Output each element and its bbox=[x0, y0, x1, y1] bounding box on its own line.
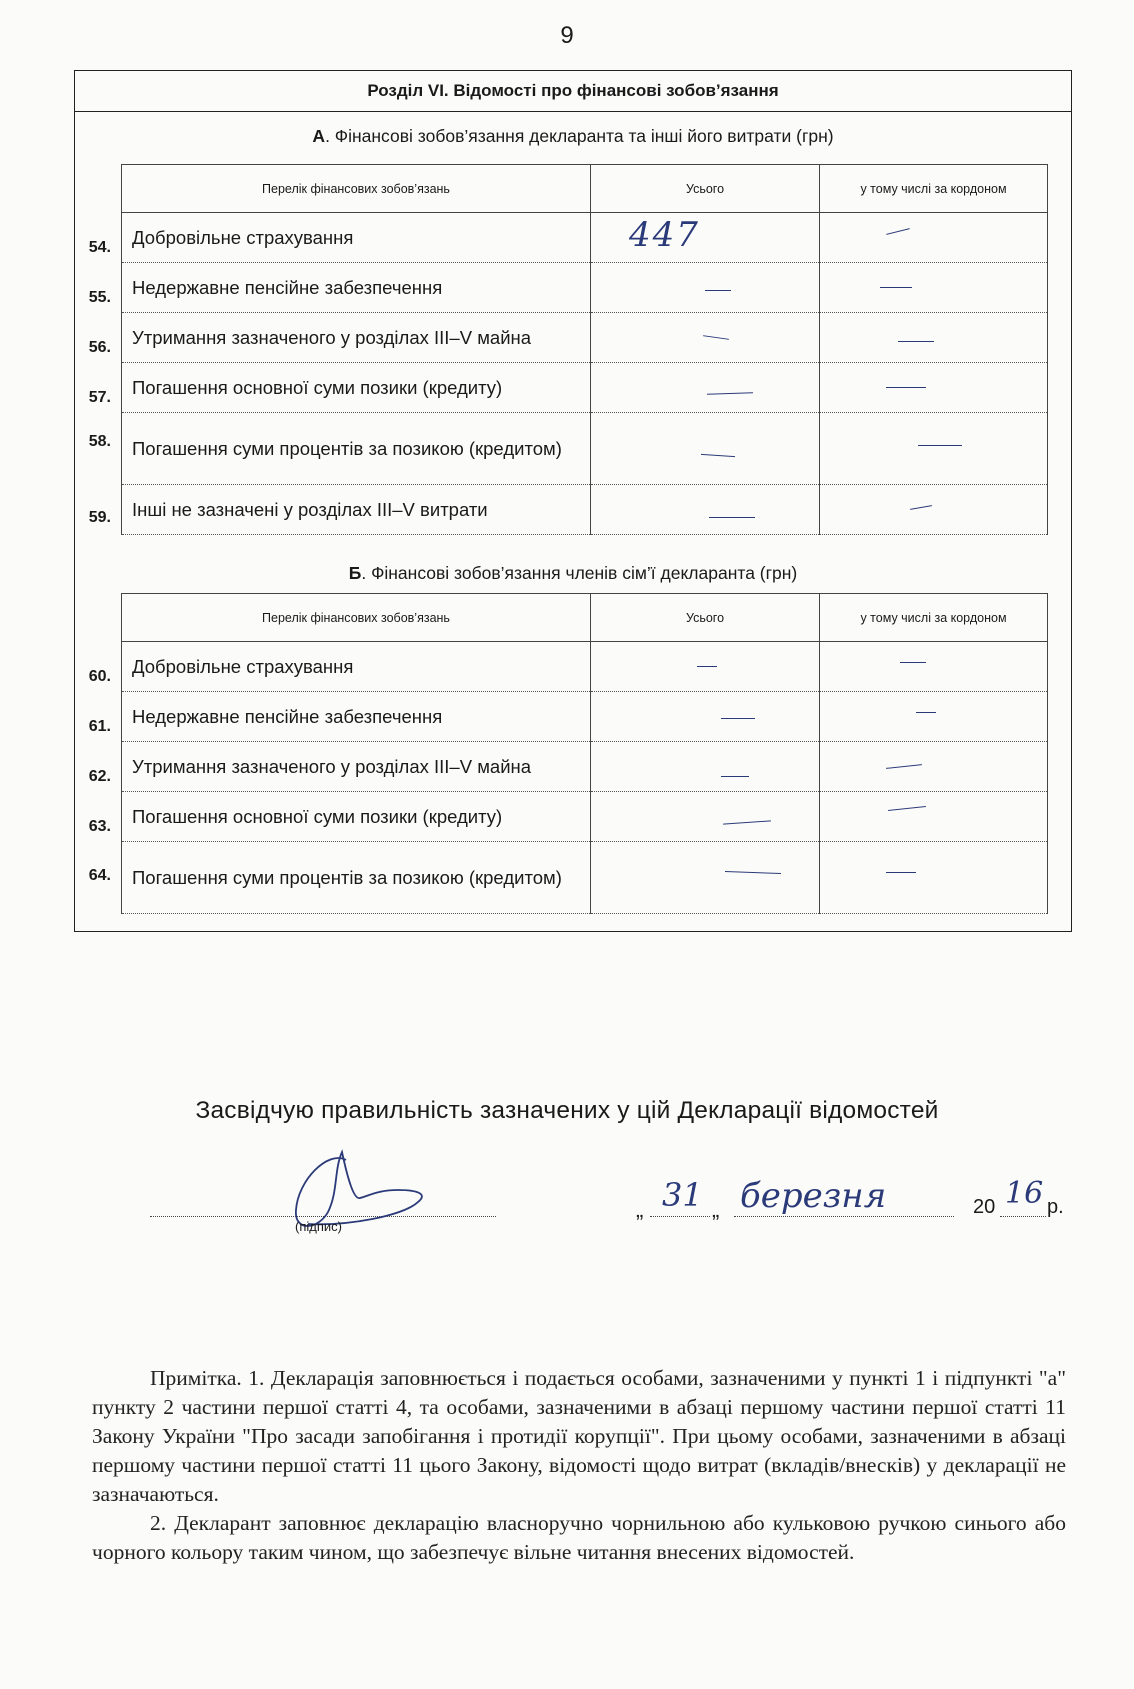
date-month-line bbox=[734, 1216, 954, 1217]
year-suffix: 16 bbox=[1005, 1176, 1044, 1211]
part-b-table bbox=[121, 593, 1048, 914]
header-abroad: у тому числі за кордоном bbox=[820, 165, 1048, 213]
date-month: березня bbox=[740, 1176, 887, 1216]
row-abroad-value bbox=[820, 742, 1048, 792]
header-list: Перелік фінансових зобов’язань bbox=[122, 594, 591, 642]
table-row bbox=[122, 692, 1048, 742]
date-day-line bbox=[650, 1216, 710, 1217]
table-row bbox=[122, 742, 1048, 792]
dash-mark bbox=[900, 662, 926, 663]
row-label: Недержавне пенсійне забезпечення bbox=[122, 263, 591, 313]
note-block bbox=[92, 1364, 1066, 1567]
row-number: 60. bbox=[88, 668, 111, 685]
handwritten-total: 447 bbox=[629, 215, 700, 255]
dash-mark bbox=[898, 341, 934, 342]
row-label: Погашення суми процентів за позикою (кредитом) bbox=[122, 842, 591, 914]
row-number: 64. bbox=[88, 867, 111, 884]
dash-mark bbox=[723, 820, 771, 824]
row-number: 56. bbox=[88, 339, 111, 356]
part-a-header-row bbox=[122, 165, 1048, 213]
table-row bbox=[122, 213, 1048, 263]
section-title: Розділ VI. Відомості про фінансові зобов’язання bbox=[75, 71, 1071, 112]
table-row bbox=[122, 642, 1048, 692]
row-total-value bbox=[591, 313, 820, 363]
row-abroad-value bbox=[820, 213, 1048, 263]
table-row bbox=[122, 363, 1048, 413]
part-b-letter: Б bbox=[348, 563, 362, 583]
dash-mark bbox=[705, 290, 731, 291]
row-label: Погашення основної суми позики (кредиту) bbox=[122, 792, 591, 842]
row-label: Утримання зазначеного у розділах III–V майна bbox=[122, 313, 591, 363]
part-b-title-text: . Фінансові зобов’язання членів сім’ї декларанта (грн) bbox=[361, 563, 798, 583]
dash-mark bbox=[707, 392, 753, 395]
row-number: 55. bbox=[88, 289, 111, 306]
part-a-title-text: . Фінансові зобов’язання декларанта та інші його витрати (грн) bbox=[325, 126, 834, 146]
row-total-value bbox=[591, 692, 820, 742]
dash-mark bbox=[721, 718, 755, 719]
row-abroad-value bbox=[820, 485, 1048, 535]
part-a-letter: А bbox=[312, 126, 326, 146]
dash-mark bbox=[916, 712, 936, 713]
table-row bbox=[122, 842, 1048, 914]
row-total-value bbox=[591, 792, 820, 842]
date-day: 31 bbox=[662, 1176, 703, 1214]
row-total-value bbox=[591, 213, 820, 263]
signature-label: (підпис) bbox=[295, 1219, 342, 1234]
row-label: Погашення суми процентів за позикою (кредитом) bbox=[122, 413, 591, 485]
dash-mark bbox=[709, 517, 755, 518]
dash-mark bbox=[910, 505, 932, 510]
row-label: Недержавне пенсійне забезпечення bbox=[122, 692, 591, 742]
page-number: 9 bbox=[560, 22, 574, 49]
header-total: Усього bbox=[591, 165, 820, 213]
header-list: Перелік фінансових зобов’язань bbox=[122, 165, 591, 213]
table-row bbox=[122, 485, 1048, 535]
row-label: Погашення основної суми позики (кредиту) bbox=[122, 363, 591, 413]
dash-mark bbox=[918, 445, 962, 446]
row-abroad-value bbox=[820, 792, 1048, 842]
note-paragraph-2: 2. Декларант заповнює декларацію власноручно чорнильною або кульковою ручкою синього або чорного кольору таким чином, що забезпечує вільне читання внесених відомостей. bbox=[92, 1511, 1066, 1564]
row-label: Інші не зазначені у розділах III–V витрати bbox=[122, 485, 591, 535]
row-total-value bbox=[591, 363, 820, 413]
row-total-value bbox=[591, 642, 820, 692]
part-a-table bbox=[121, 164, 1048, 535]
signature-mark bbox=[268, 1140, 438, 1240]
year-prefix: 20 bbox=[973, 1196, 996, 1218]
table-row bbox=[122, 313, 1048, 363]
row-number: 63. bbox=[88, 818, 111, 835]
row-total-value bbox=[591, 485, 820, 535]
part-b-header-row bbox=[122, 594, 1048, 642]
row-abroad-value bbox=[820, 263, 1048, 313]
table-row bbox=[122, 792, 1048, 842]
dash-mark bbox=[701, 454, 735, 457]
dash-mark bbox=[703, 335, 729, 340]
part-b-title bbox=[75, 563, 1071, 584]
row-number: 58. bbox=[88, 433, 111, 450]
row-total-value bbox=[591, 842, 820, 914]
year-end: р. bbox=[1047, 1196, 1064, 1218]
row-total-value bbox=[591, 742, 820, 792]
row-label: Добровільне страхування bbox=[122, 642, 591, 692]
row-abroad-value bbox=[820, 642, 1048, 692]
table-row bbox=[122, 263, 1048, 313]
dash-mark bbox=[697, 666, 717, 667]
row-label: Добровільне страхування bbox=[122, 213, 591, 263]
row-number: 62. bbox=[88, 768, 111, 785]
date-quote-close: „ bbox=[712, 1197, 720, 1222]
dash-mark bbox=[886, 764, 922, 769]
part-a-title bbox=[75, 126, 1071, 147]
row-number: 59. bbox=[88, 509, 111, 526]
row-abroad-value bbox=[820, 842, 1048, 914]
row-abroad-value bbox=[820, 363, 1048, 413]
row-number: 54. bbox=[88, 239, 111, 256]
row-abroad-value bbox=[820, 313, 1048, 363]
date-quote-open: „ bbox=[636, 1197, 644, 1222]
dash-mark bbox=[886, 228, 910, 235]
section-frame bbox=[74, 70, 1072, 932]
row-total-value bbox=[591, 263, 820, 313]
row-number: 61. bbox=[88, 718, 111, 735]
row-abroad-value bbox=[820, 413, 1048, 485]
dash-mark bbox=[886, 872, 916, 873]
year-line bbox=[1000, 1216, 1046, 1217]
table-row bbox=[122, 413, 1048, 485]
dash-mark bbox=[880, 287, 912, 288]
dash-mark bbox=[725, 871, 781, 874]
certification-text: Засвідчую правильність зазначених у цій Декларації відомостей bbox=[195, 1097, 939, 1124]
header-total: Усього bbox=[591, 594, 820, 642]
dash-mark bbox=[721, 776, 749, 777]
row-label: Утримання зазначеного у розділах III–V майна bbox=[122, 742, 591, 792]
row-number: 57. bbox=[88, 389, 111, 406]
dash-mark bbox=[888, 806, 926, 811]
header-abroad: у тому числі за кордоном bbox=[820, 594, 1048, 642]
row-total-value bbox=[591, 413, 820, 485]
note-paragraph-1: Примітка. 1. Декларація заповнюється і подається особами, зазначеними у пункті 1 і підпункті "а" пункту 2 частини першої статті 4, та особами, зазначеними в абзаці першому частини першої статті 11 Закону України "Про засади запобігання і протидії корупції". При цьому особами, зазначеними в абзаці першому частини першої статті 11 цього Закону, відомості щодо витрат (вкладів/внесків) у декларації не зазначаються. bbox=[92, 1366, 1066, 1506]
row-abroad-value bbox=[820, 692, 1048, 742]
dash-mark bbox=[886, 387, 926, 388]
